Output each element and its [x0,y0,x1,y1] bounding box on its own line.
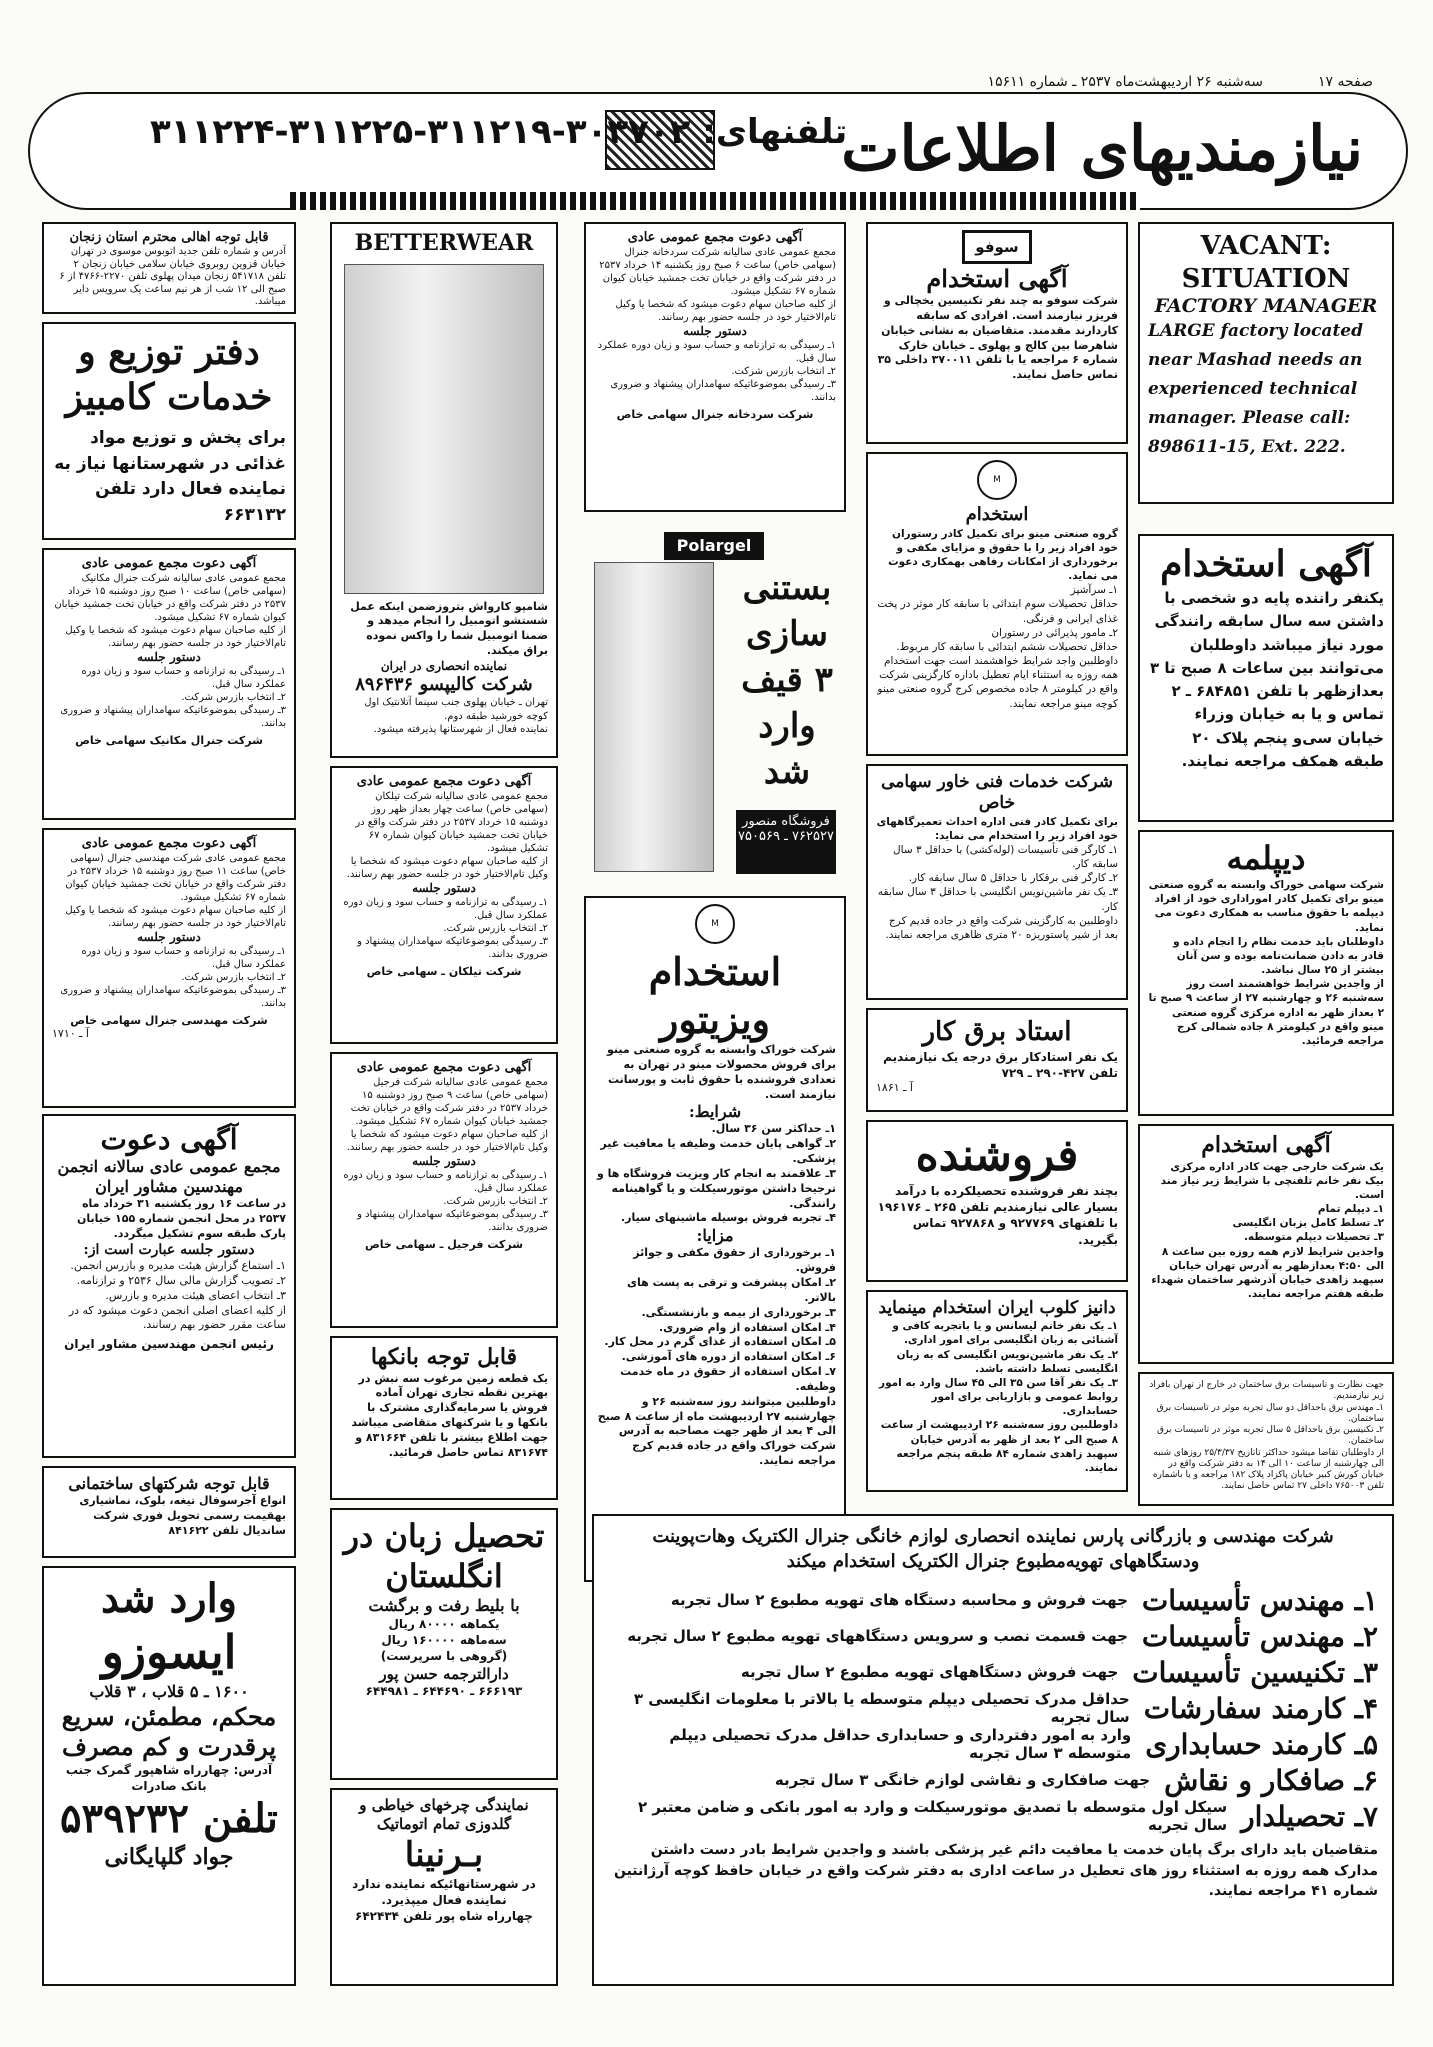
machine-photo [594,562,714,872]
ad-polargel [584,522,846,886]
job-row [608,1690,1378,1726]
ad-title: دیپلمه [1226,839,1306,877]
ad-body: یک نفر استادکار برق درجه یک نیازمندیم تلفن ۴۲۷-۲۹۰ ـ ۷۲۹ [883,1049,1118,1080]
ad-footer: داوطلبین میتوانند روز سه‌شنبه ۲۶ و چهارشنبه ۲۷ اردیبهشت ماه از ساعت ۸ صبح الی ۴ بعد از ظهر جهت مصاحبه به آدرس شرکت خوراک واقع در جاده قدیم کرج مراجعه نمایند. [597,1394,836,1468]
ad-subtitle: با بلیط رفت و برگشت [368,1596,520,1615]
ad-agent: نماینده انحصاری در ایران [380,658,508,673]
ad-builders [42,1466,296,1558]
masthead-phones [150,112,847,152]
ad-body: مجمع عمومی عادی سالیانه شرکت جنرال مکانیک (سهامی خاص) ساعت ۱۰ صبح روز دوشنبه ۱۵ خرداد ۲۵۳۷ در دفتر شرکت واقع در خیابان تخت جمشید خیابان کیوان شماره ۶۷ تشکیل میشود. از کلیه صاحبان سهام دعوت میشود که شخصا یا وکیل تام‌الاختیار خود در جلسه حضور بهم رسانند. [54,573,286,650]
ad-betterwear [330,222,558,758]
agenda-title: دستور جلسه [137,930,201,945]
ad-body: انواع آجرسوفال تیغه، بلوک، نماشیاری بهقیمت رسمی تحویل فوری شرکت ساندیال تلفن ۸۴۱۶۲۲ [79,1494,286,1537]
ad-address: آدرس: چهارراه شاهپور گمرک جنب بانک صادرات [65,1762,273,1793]
ad-models: ۱۶۰۰ ـ ۵ قلاب ، ۳ قلاب [89,1681,249,1701]
phones-label: تلفنهای: [702,112,848,152]
ad-title: آگهی دعوت [100,1123,238,1156]
ad-body: آدرس و شماره تلفن جدید اتوبوس موسوی در تهران خیابان قزوین روبروی خیابان سلامی خیابان زنجان ۲ تلفن ۵۴۱۷۱۸ زنجان میدان پهلوی تلفن ۲۲۷۰-۴۷۶۶ از ۶ صبح الی ۱۲ شب از هر نیم ساعت یک سرویس دایر میباشد. [59,246,286,308]
job-description: وارد به امور دفترداری و حسابداری حداقل مدرک تحصیلی دیپلم متوسطه ۳ سال تجربه [669,1726,1132,1763]
ad-secretary [1138,1124,1394,1364]
ad-company: شرکت کالیپسو ۸۹۶۴۳۶ [355,673,533,695]
ad-invitation [42,1114,296,1458]
ad-pars-engineering [592,1514,1394,1986]
ad-body: مجمع عمومی عادی سالیانه شرکت تیلکان (سهامی خاص) ساعت چهار بعداز ظهر روز دوشنبه ۱۵ خرداد ۲۵۳۷ در دفتر شرکت واقع در خیابان تخت جمشید خیابان کیوان شماره ۶۷ تشکیل میشود. از کلیه صاحبان سهام دعوت میشود که شخصا یا وکیل تام‌الاختیار خود در جلسه حضور بهم رسانند. [346,791,548,881]
ad-title: آگهی استخدام [1201,1132,1331,1158]
ad-phone: تلفن ۵۳۹۲۳۲ [60,1794,278,1842]
ad-title: نمایندگی چرخهای خیاطی و گلدوزی تمام اتوماتیک [359,1796,529,1833]
ad-body: در شهرستانهائیکه نماینده ندارد نماینده فعال میپذیرد. [352,1877,536,1908]
ad-title: آگهی دعوت مجمع عمومی عادی [627,230,803,245]
ad-minoo-restaurant [866,452,1128,756]
agenda: ۱ـ استماع گزارش هیئت مدیره و بازرس انجمن. ۲ـ تصویب گزارش مالی سال ۲۵۳۶ و ترازنامه. ۳ـ انتخاب اعضای هیئت مدیره و بازرس. از کلیه اعضای اصلی انجمن دعوت میشود که در ساعت مقرر حضور بهم رسانند. [68,1259,286,1332]
masthead-title: نیازمندیهای اطلاعات [841,112,1363,185]
ad-title: آگهی دعوت مجمع عمومی عادی [356,1060,532,1075]
ad-body: یکنفر راننده پایه دو شخصی با داشتن سه سال سابقه رانندگی مورد نیاز میباشد داوطلبان می‌توانند بین ساعات ۸ صبح تا ۳ بعدازظهر با تلفن ۶۸۴۸۵۱ ـ ۲ تماس و یا به خیابان وزراء خیابان سی‌و پنجم پلاک ۲۰ طبقه همکف مراجعه نمایند. [1150,589,1384,770]
ad-brand: Polargel [664,532,764,560]
job-description: سیکل اول متوسطه با تصدیق موتورسیکلت و وارد به امور بانکی و ضامن معتبر ۲ سال تجربه [637,1798,1228,1835]
product-photo [344,264,544,594]
ad-subtitle: SITUATION [1181,263,1351,294]
ad-code: آ ـ ۱۷۱۰ [52,1027,89,1041]
phones-value: ۳۰۳۷۰۲-۳۱۱۲۱۹-۳۱۱۲۲۵-۳۱۱۲۲۴ [150,112,691,152]
job-title: ۲ـ مهندس تأسیسات [1141,1619,1378,1653]
job-row [608,1798,1378,1834]
ad-subtitle: مجمع عمومی عادی سالانه انجمن مهندسین مشاور ایران [57,1157,281,1196]
ad-body: LARGE factory located near Mashad needs an experienced technical manager. Please call: 898611-15, Ext. 222. [1148,321,1364,457]
ad-bernina [330,1788,558,1986]
ad-body: یک قطعه زمین مرغوب سه نبش در بهترین نقطه تجاری تهران آماده فروش یا سرمایه‌گذاری مشترک با بانکها و یا شرکتهای متقاضی میباشد جهت اطلاع بیشتر با تلفن ۸۳۱۶۶۴ و ۸۳۱۶۷۴ تماس حاصل فرمائید. [351,1371,548,1459]
ad-body: گروه صنعتی مینو برای تکمیل کادر رستوران خود افراد زیر را با حقوق و مزایای مکفی و برخورداری از امکانات رفاهی بهمکاری دعوت می نماید. [888,527,1118,583]
signature: شرکت فرجیل ـ سهامی خاص [364,1238,524,1252]
agenda-title: دستور جلسه [412,1154,476,1169]
ad-body: شامپو کارواش بتروزضمن اینکه عمل شستشو اتومبیل را انجام میدهد و ضمنا اتومبیل شما را واکس نموده براق میکند. [350,599,548,658]
ad-title: تحصیل زبان در انگلستان [343,1517,545,1595]
agenda: ۱ـ رسیدگی به ترازنامه و حساب سود و زیان دوره عملکرد سال قبل. ۲ـ انتخاب بازرس شرکت. ۳ـ رسیدگی بموضوعاتیکه سهامداران پیشنهاد و ضروری بدانند. [60,946,286,1010]
ad-title: آگهی دعوت مجمع عمومی عادی [81,556,257,571]
job-title: ۳ـ تکنیسین تأسیسات [1132,1655,1378,1689]
job-row [608,1654,1378,1690]
perks: ۱ـ برخورداری از حقوق مکفی و جوائز فروش. ۲ـ امکان پیشرفت و ترقی به پست های بالاتر. ۳ـ برخورداری از بیمه و بازنشستگی. ۴ـ امکان استفاده از وام ضروری. ۵ـ امکان استفاده از غذای گرم در محل کار. ۶ـ امکان استفاده از دوره های آموزشی. ۷ـ امکان استفاده از حقوق در ماه خدمت وظیفه. [604,1246,836,1393]
ad-company: دارالترجمه حسن پور [379,1664,509,1683]
job-list: ۱ـ سرآشپز حداقل تحصیلات سوم ابتدائی با سابقه کار موثر در پخت غذای ایرانی و فرنگی. ۲ـ مامور پذیرائی در رستوران حداقل تحصیلات ششم ابتدائی با سابقه کار مربوط. داوطلبین واجد شرایط خواهشمند است جهت استخدام همه روزه به استثناء ایام تعطیل باداره کارگزینی شرکت واقع در کیلومتر ۸ جاده مخصوص کرج گروه صنعتی مینو کوچه مینو مراجعه نمایند. [877,584,1118,710]
ad-khavar [866,764,1128,1000]
ad-title: دفتر توزیع و خدمات کامبیز [65,331,273,418]
ad-body: جهت نظارت و تاسیسات برق ساختمان در خارج از تهران بافراد زیر نیازمندیم. ۱ـ مهندس برق باحداقل دو سال تجربه موثر در تاسیسات برق ساختمان. ۲ـ تکنیسین برق باحداقل ۵ سال تجربه موثر در تاسیسات برق ساختمان. از داوطلبان تقاضا میشود حداکثر تاتاریخ ۲۵/۳/۳۷ روزهای شنبه الی چهارشنبه از ساعت ۱۰ الی ۱۴ به دفتر شرکت واقع در خیابان کورش کبیر خیابان پاکزاد پلاک ۱۸۲ مراجعه و یا باشماره تلفن ۷۶۵۰۰۳ داخلی ۲۷ تماس حاصل نمایند. [1149,1380,1384,1492]
job-rows [608,1582,1378,1834]
minoo-logo-icon: M [695,904,735,944]
ad-phones: ۶۶۶۱۹۳ ـ ۶۴۴۶۹۰ ـ ۶۴۴۹۸۱ [365,1684,523,1699]
signature: رئیس انجمن مهندسین مشاور ایران [64,1337,274,1352]
job-description: جهت صافکاری و نقاشی لوازم خانگی ۳ سال تجربه [774,1771,1151,1790]
ad-brand: بـرنینا [404,1834,484,1875]
ad-body: برای تکمیل کادر فنی اداره احداث تعمیرگاههای خود افراد زیر را استخدام می نماید: [876,815,1118,842]
job-row [608,1618,1378,1654]
ad-address: چهارراه شاه پور تلفن ۶۴۲۴۳۴ [355,1909,533,1924]
ad-engineering-assembly [42,828,296,1108]
ad-distribution [42,322,296,540]
ad-title: قابل توجه شرکتهای ساختمانی [68,1474,270,1493]
ad-body: شرکت خوراک وابسته به گروه صنعتی مینو برای فروش محصولات مینو در تهران به تعدادی فروشنده با حقوق ثابت و پورسانت نیازمند است. [607,1043,836,1101]
ad-title: شرکت خدمات فنی خاور سهامی خاص [881,772,1113,814]
job-description: جهت فروش دستگاههای تهویه مطبوع ۲ سال تجربه [740,1663,1119,1682]
agenda: ۱ـ رسیدگی به ترازنامه و حساب سود و زیان دوره عملکرد سال قبل. ۲ـ انتخاب بازرس شرکت. ۳ـ رسیدگی بموضوعاتیکه سهامداران پیشنهاد و ضروری بدانند. [343,897,548,961]
ad-body: در ساعت ۱۶ روز یکشنبه ۳۱ خرداد ماه ۲۵۳۷ در محل انجمن شماره ۱۵۵ خیابان پارک طبقه سوم تشکیل میگردد. [77,1197,286,1240]
ad-body: شرکت سوفو به چند نفر تکنیسین یخچالی و فریزر نیازمند است. افرادی که سابقه کاردارند مقدمند. متقاضیان به نشانی خیابان شاهرضا بین کالج و پهلوی ـ خیابان خارک شماره ۶ مراجعه یا با تلفن ۳۷۰۰۱۱ داخلی ۳۵ تماس حاصل نمایند. [877,294,1118,382]
ad-position: FACTORY MANAGER [1154,295,1378,317]
job-list: ۱ـ کارگر فنی تأسیسات (لوله‌کشی) با حداقل ۳ سال سابقه کار. ۲ـ کارگر فنی برقکار با حداقل ۵ سال سابقه کار. ۳ـ یک نفر ماشین‌نویس انگلیسی با حداقل ۳ سال سابقه کار. داوطلبین به کارگزینی شرکت واقع در جاده قدیم کرج بعد از شیر پاستوریزه ۲۰ متری ظاهری مراجعه نمایند. [877,843,1118,941]
ad-electrician [866,1008,1128,1112]
ad-title: قابل توجه بانکها [370,1344,518,1370]
ad-title: آگهی استخدام [926,264,1068,293]
ad-teelkan [330,766,558,1044]
ad-general-mechanic [42,548,296,820]
agenda-title: دستور جلسه [412,881,476,896]
ad-dunes [866,1290,1128,1492]
job-title: ۴ـ کارمند سفارشات [1143,1691,1378,1725]
ad-banks [330,1336,558,1500]
ad-features: محکم، مطمئن، سریع پرقدرت و کم مصرف [61,1701,277,1761]
ad-isuzu [42,1566,296,1986]
store-name: فروشگاه منصور [742,814,830,829]
ad-code: آ ـ ۱۸۶۱ [876,1080,913,1094]
ad-intro: شرکت مهندسی و بازرگانی پارس نماینده انحصاری لوازم خانگی جنرال الکتریک وهات‌پوینت ودستگاههای تهویه‌مطبوع جنرال الکتریک استخدام میکند [652,1526,1334,1573]
ad-title: استخدام [965,504,1029,525]
signature: شرکت تیلکان ـ سهامی خاص [366,965,522,979]
ad-title: بستنی سازی ۳ قیف وارد شد [741,568,833,792]
ad-footer: متقاضیان باید دارای برگ پایان خدمت یا معافیت دائم غیر پزشکی باشند و واجدین شرایط بادر دست داشتن مدارک همه روزه به استثناء روز های تعطیل در ساعت اداری به دفتر شرکت واقع در خیابان حافظ کوچه آرژانتین شماره ۴۱ مراجعه نمایند. [613,1842,1378,1899]
page-label: صفحه ۱۷ [1317,74,1373,90]
agenda: ۱ـ رسیدگی به ترازنامه و حساب سود و زیان دوره عملکرد سال قبل. ۲ـ انتخاب بازرس شرکت. ۳ـ رسیدگی بموضوعاتیکه سهامداران پیشنهاد و ضروری بدانند. [60,666,286,730]
minoo-logo-icon: M [977,460,1017,500]
ad-title: آگهی دعوت مجمع عمومی عادی [356,774,532,789]
ad-address: تهران ـ خیابان پهلوی جنب سینما آتلانتیک اول کوچه خورشید طبقه دوم. [364,697,548,722]
ad-body: برای پخش و توزیع مواد غذائی در شهرستانها نیاز به نماینده فعال دارد تلفن ۶۶۳۱۳۲ [54,428,286,525]
ad-title: فروشنده [915,1130,1079,1181]
job-title: ۵ـ کارمند حسابداری [1145,1727,1378,1761]
ad-zanjan [42,222,296,314]
ad-visitor [584,896,846,1582]
ad-note: نماینده فعال از شهرستانها پذیرفته میشود. [373,724,548,736]
ad-title: دانیز کلوب ایران استخدام مینماید [878,1298,1116,1318]
ad-sardkhaneh [584,222,846,512]
signature: شرکت سردخانه جنرال سهامی خاص [616,408,814,422]
job-row [608,1726,1378,1762]
job-description: جهت قسمت نصب و سرویس دستگاههای تهویه مطبوع ۲ سال تجربه [627,1627,1128,1646]
ad-contact-name: جواد گلپایگانی [104,1843,234,1870]
sofo-logo: سوفو [962,230,1032,264]
ad-title: آگهی استخدام [1160,543,1372,585]
ad-salesman [866,1120,1128,1282]
job-row [608,1762,1378,1798]
ad-body: مجمع عمومی عادی شرکت مهندسی جنرال (سهامی خاص) ساعت ۱۱ صبح روز دوشنبه ۱۵ خرداد ۲۵۳۷ در دفتر شرکت واقع در خیابان تخت جمشید خیابان کیوان شماره ۶۷ تشکیل میشود. از کلیه صاحبان سهام دعوت میشود که شخصا یا وکیل تام‌الاختیار خود در جلسه حضور بهم رسانند. [65,853,286,930]
agenda-title: دستور جلسه عبارت است از: [83,1241,255,1258]
ad-title: وارد شد [101,1575,237,1622]
ad-england [330,1508,558,1780]
perks-title: مزایا: [696,1226,734,1246]
ad-title: VACANT: [1200,231,1332,261]
ad-electrical-supervision [1138,1372,1394,1506]
store-phones: ۷۶۲۵۲۷ ـ ۷۵۰۵۶۹ [738,829,834,844]
job-description: حداقل مدرک تحصیلی دیپلم متوسطه یا بالاتر با معلومات انگلیسی ۳ سال تجربه [633,1690,1130,1727]
agenda-title: دستور جلسه [683,324,747,339]
signature: شرکت مهندسی جنرال سهامی خاص [70,1014,268,1028]
job-title: ۱ـ مهندس تأسیسات [1141,1583,1378,1617]
job-row [608,1582,1378,1618]
conditions: ۱ـ حداکثر سن ۳۶ سال. ۲ـ گواهی پایان خدمت وظیفه یا معافیت غیر پزشکی. ۳ـ علاقمند به انجام کار ویزیت فروشگاه ها و ترجیحا داشتن موتورسیکلت و یا گواهینامه رانندگی. ۴ـ تجربه فروش بوسیله ماشینهای سیار. [597,1122,836,1225]
ad-driver [1138,534,1394,822]
ad-title: آگهی دعوت مجمع عمومی عادی [81,836,257,851]
conditions-title: شرایط: [688,1102,742,1122]
store-badge [736,810,836,874]
ad-brand: BETTERWEAR [354,230,534,256]
ad-diploma [1138,830,1394,1116]
ad-title: استخدام ویزیتور [648,949,782,1042]
job-description: جهت فروش و محاسبه دستگاه های تهویه مطبوع ۲ سال تجربه [670,1591,1128,1610]
ad-body: مجمع عمومی عادی سالیانه شرکت فرجیل (سهامی خاص) ساعت ۹ صبح روز دوشنبه ۱۵ خرداد ۲۵۳۷ در دفتر شرکت واقع در خیابان تخت جمشید خیابان کیوان شماره ۶۷ تشکیل میشود. از کلیه صاحبان سهام دعوت میشود که شخصا یا وکیل تام‌الاختیار خود در جلسه حضور بهم رسانند. [346,1077,548,1154]
ad-body: بچند نفر فروشنده تحصیلکرده با درآمد بسیار عالی نیازمندیم تلفن ۲۶۵ ـ ۱۹۶۱۷۶ با تلفنهای ۹۲۷۷۶۹ و ۹۲۷۸۶۸ تماس بگیرید. [877,1184,1118,1247]
agenda: ۱ـ رسیدگی به ترازنامه و حساب سود و زیان دوره عملکرد سال قبل. ۲ـ انتخاب بازرس شرکت. ۳ـ رسیدگی بموضوعاتیکه سهامداران پیشنهاد و ضروری بدانند. [597,340,836,404]
ad-vacant [1138,222,1394,504]
ad-brand: ایسوزو [101,1625,237,1679]
job-title: ۶ـ صافکار و نقاش [1164,1763,1378,1797]
agenda: ۱ـ رسیدگی به ترازنامه و حساب سود و زیان دوره عملکرد سال قبل. ۲ـ انتخاب بازرس شرکت. ۳ـ رسیدگی بموضوعاتیکه سهامداران پیشنهاد و ضروری بدانند. [343,1170,548,1234]
ad-prices: یکماهه ۸۰۰۰۰ ریال سه‌ماهه ۱۶۰۰۰۰ ریال (گروهی با سرپرست) [380,1617,508,1664]
issue-date: سه‌شنبه ۲۶ اردیبهشت‌ماه ۲۵۳۷ ـ شماره ۱۵۶۱۱ [987,74,1263,90]
job-list: ۱ـ یک نفر خانم لیسانس و یا باتجربه کافی و آشنائی به زبان انگلیسی برای امور اداری. ۲ـ یک نفر ماشین‌نویس انگلیسی که به زبان انگلیسی تسلط داشته باشد. ۳ـ یک نفر آقا سن ۳۵ الی ۴۵ سال وارد به امور روابط عمومی و بازاریابی برای امور حسابداری. داوطلبین روز سه‌شنبه ۲۶ اردیبهشت از ساعت ۸ صبح الی ۲ بعد از ظهر به آدرس خیابان سپهبد زاهدی شماره ۸۴ طبقه پنجم مراجعه نمایند. [879,1320,1118,1474]
agenda-title: دستور جلسه [137,650,201,665]
ad-body: یک شرکت خارجی جهت کادر اداره مرکزی بیک نفر خانم تلفنچی با شرایط زیر نیاز مند است. ۱ـ دیپلم تمام ۲ـ تسلط کامل بزبان انگلیسی ۳ـ تحصیلات دیپلم متوسطه. واجدین شرایط لازم همه روزه بین ساعت ۸ الی ۴:۵۰ بعدازظهر به آدرس تهران خیابان سپهبد زاهدی خیابان آذرشهر ساختمان شهداء طبقه هفتم مراجعه نمایند. [1151,1160,1384,1301]
job-title: ۷ـ تحصیلدار [1241,1799,1378,1833]
masthead-subband [290,192,1140,210]
signature: شرکت جنرال مکانیک سهامی خاص [75,734,263,748]
ad-body: شرکت سهامی خوراک وابسته به گروه صنعتی مینو برای تکمیل کادر اموراداری خود از افراد دیپلمه با حقوق مناسب به همکاری دعوت می نماید. داوطلبان باید خدمت نظام را انجام داده و قادر به دادن ضمانت‌نامه بوده و سن آنان بیشتر از ۲۵ سال نباشد. از واجدین شرایط خواهشمند است روز سه‌شنبه ۲۶ و چهارشنبه ۲۷ از ساعت ۹ صبح تا ۲ بعداز ظهر به اداره مرکزی گروه صنعتی مینو واقع در کیلومتر ۸ جاده شمالی کرج مراجعه فرمائید. [1148,879,1384,1047]
ad-sofo [866,222,1128,444]
ad-title: استاد برق کار [922,1017,1072,1047]
ad-farjil [330,1052,558,1328]
ad-body: مجمع عمومی عادی سالیانه شرکت سردخانه جنرال (سهامی خاص) ساعت ۶ صبح روز یکشنبه ۱۴ خرداد ۲۵۳۷ در دفتر شرکت واقع در خیابان تخت جمشید خیابان کیوان شماره ۶۷ تشکیل میشود. از کلیه صاحبان سهام دعوت میشود که شخصا یا وکیل تام‌الاختیار خود در جلسه حضور بهم رسانند. [599,247,836,324]
ad-title: قابل توجه اهالی محترم استان زنجان [69,230,269,245]
